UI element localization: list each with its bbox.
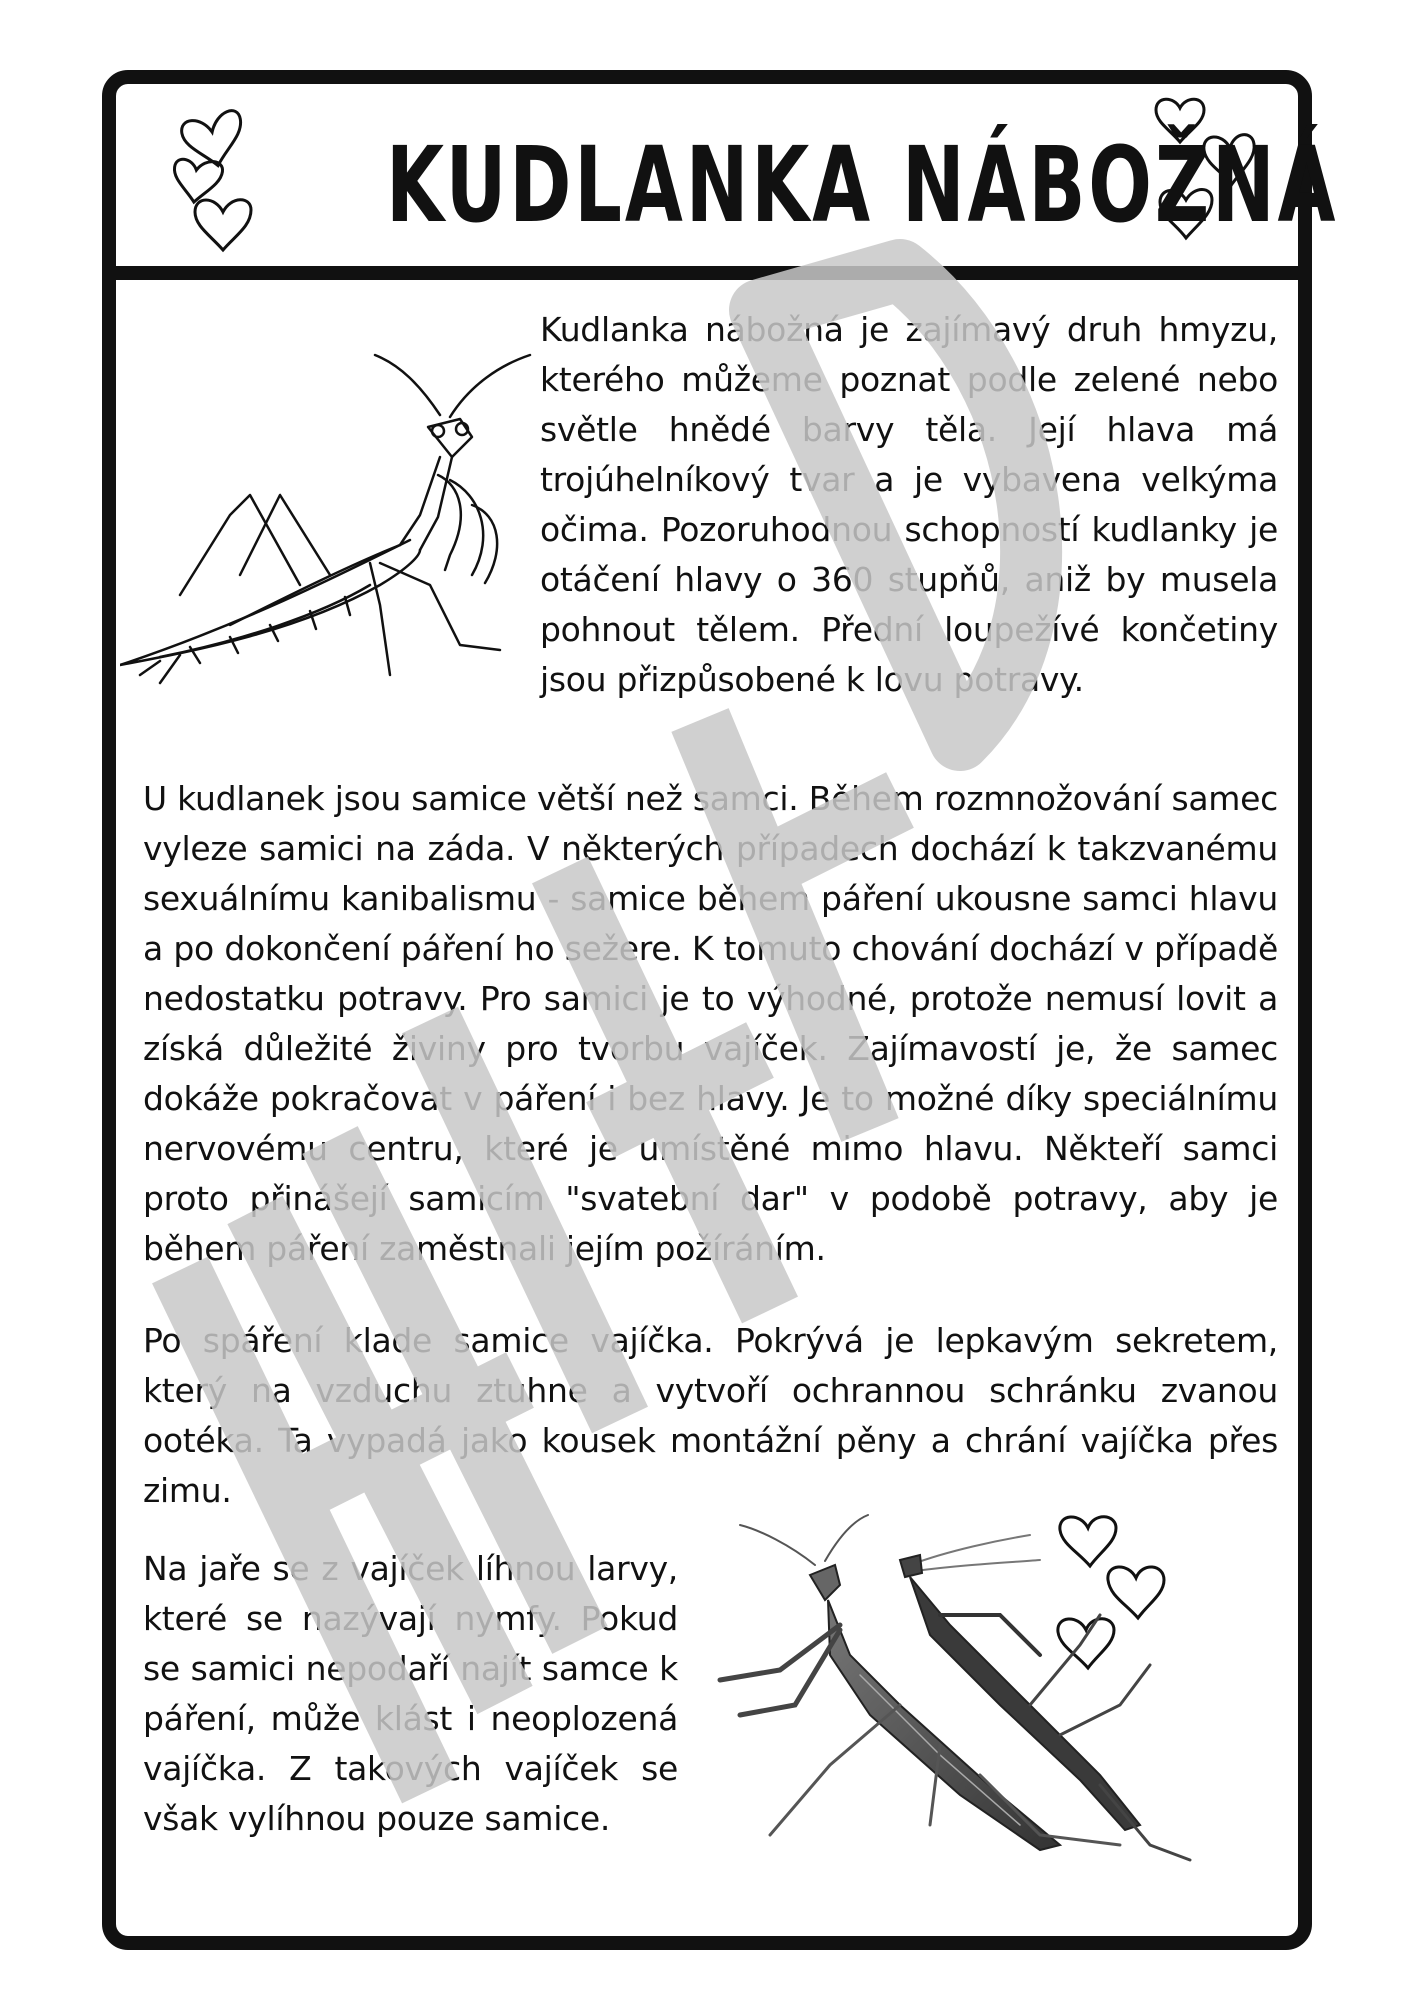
- page-title: KUDLANKA NÁBOŽNÁ: [386, 124, 1339, 246]
- title-divider: [102, 266, 1312, 280]
- heart-icon: [165, 92, 275, 262]
- reproduction-paragraph: U kudlanek jsou samice větší než samci. Během rozmnožování samec vyleze samici na záda. V některých případech dochází k takzvanému sexuálnímu kanibalismu - samice během páření ukousne samci hlavu a po dokončení páření ho sežere. K tomuto chování dochází v případě nedostatku potravy. Pro samici je to výhodné, protože nemusí lovit a získá důležité živiny pro tvorbu vajíček. Zajímavostí je, že samec dokáže pokračovat v páření i bez hlavy. Je to možné díky speciálnímu nervovému centru, které je umístěné mimo hlavu. Někteří samci proto přinášejí samicím "svatební dar" v podobě potravy, aby je během páření zaměstnali jejím požíráním.: [143, 779, 1278, 1268]
- mantis-drawing: [120, 345, 540, 695]
- eggs-paragraph: Po spáření klade samice vajíčka. Pokrývá je lepkavým sekretem, který na vzduchu ztuhne a vytvoří ochrannou schránku zvanou ootéka. Ta vypadá jako kousek montážní pěny a chrání vajíčka přes zimu.: [143, 1321, 1278, 1510]
- intro-paragraph: Kudlanka nábožná je zajímavý druh hmyzu, kterého můžeme poznat podle zelené nebo světle hnědé barvy těla. Její hlava má trojúhelníkový tvar a je vybavena velkýma očima. Pozoruhodnou schopností kudlanky je otáčení hlavy o 360 stupňů, aniž by musela pohnout tělem. Přední loupežívé končetiny jsou přizpůsobené k lovu potravy.: [540, 310, 1278, 699]
- nymphs-paragraph: Na jaře se z vajíček líhnou larvy, které se nazývají nymfy. Pokud se samici nepodaří najít samce k páření, může klást i neoplozená vajíčka. Z takových vajíček se však vylíhnou pouze samice.: [143, 1549, 678, 1838]
- mantis-photo: [700, 1505, 1220, 1875]
